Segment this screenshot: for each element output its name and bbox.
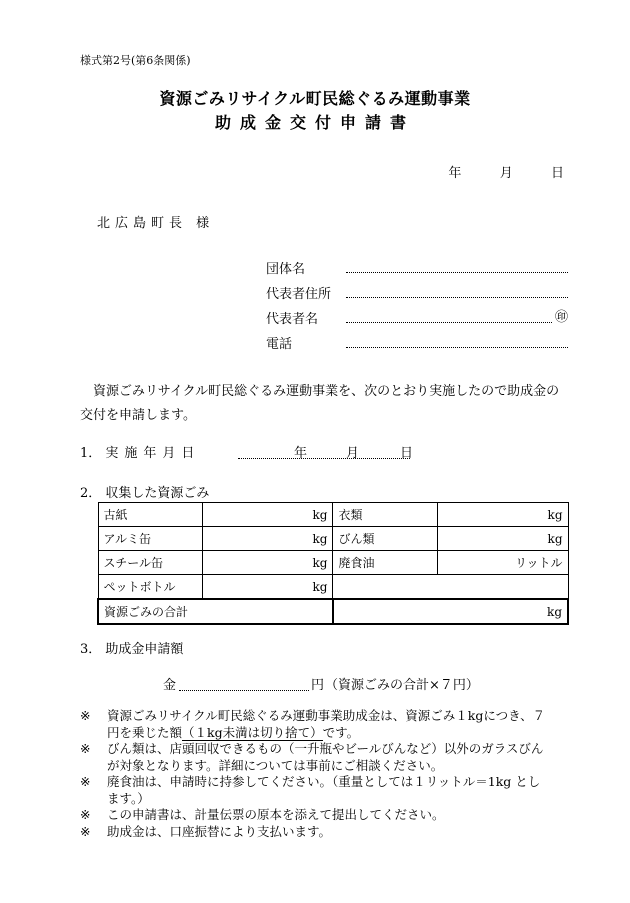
impl-month: 月: [346, 446, 360, 461]
rep-name-field[interactable]: [346, 322, 552, 323]
note-2-line1: びん類は、店頭回収できるもの（一升瓶やビールびんなど）以外のガラスびん: [107, 741, 544, 756]
section-1-label: 実施年月日: [105, 446, 201, 461]
intro-line2: 交付を申請します。: [80, 408, 196, 423]
total-amount[interactable]: kg: [333, 599, 568, 624]
section-3-number: 3．: [80, 642, 102, 657]
note-1-end: です。: [322, 724, 360, 740]
item-amount[interactable]: kg: [438, 503, 568, 527]
section-2: [80, 482, 209, 501]
item-amount[interactable]: kg: [203, 503, 333, 527]
note-mark: ※: [80, 807, 91, 822]
notes: [80, 708, 572, 840]
item-name: アルミ缶: [98, 527, 203, 551]
note-mark: ※: [80, 774, 91, 789]
implementation-date-field[interactable]: [238, 442, 414, 461]
item-name: スチール缶: [98, 551, 203, 575]
empty-cell: [333, 575, 568, 600]
date-day: 日: [550, 166, 564, 181]
section-3-label: 助成金申請額: [105, 642, 184, 657]
address-field[interactable]: [346, 297, 568, 298]
phone-label: 電話: [266, 337, 293, 352]
item-name: 廃食油: [333, 551, 438, 575]
group-name-label: 団体名: [266, 262, 306, 277]
note-item: [80, 824, 572, 841]
total-row: [98, 599, 568, 624]
amount-prefix: 金: [163, 678, 177, 693]
table-row: [98, 575, 568, 600]
note-1-text: 円を乗じた額: [107, 724, 183, 740]
total-label: 資源ごみの合計: [98, 599, 333, 624]
amount-formula: （資源ごみの合計×７円）: [325, 678, 479, 693]
note-4: この申請書は、計量伝票の原本を添えて提出してください。: [107, 807, 445, 822]
impl-year: 年: [294, 446, 308, 461]
note-mark: ※: [80, 708, 91, 723]
note-mark: ※: [80, 823, 91, 839]
note-item: [80, 708, 572, 741]
item-name: 古紙: [98, 503, 203, 527]
note-item: [80, 807, 572, 824]
applicant-fields: [266, 258, 568, 358]
application-date: [448, 162, 564, 181]
rep-name-row: [266, 308, 568, 333]
amount-field[interactable]: [179, 690, 309, 691]
note-1-line1: 資源ごみリサイクル町民総ぐるみ運動事業助成金は、資源ごみ１kgにつき、７: [107, 708, 546, 723]
form-number: 様式第2号(第6条関係): [80, 54, 191, 67]
date-year: 年: [448, 166, 462, 181]
intro-text: [80, 380, 570, 428]
intro-line1: 資源ごみリサイクル町民総ぐるみ運動事業を、次のとおり実施したので助成金の: [93, 384, 560, 399]
item-name: 衣類: [333, 503, 438, 527]
impl-day: 日: [400, 446, 414, 461]
note-3-line1: 廃食油は、申請時に持参してください。（重量としては１リットル＝1kg とし: [107, 774, 541, 789]
table-row: [98, 551, 568, 575]
form-title-line1: 資源ごみリサイクル町民総ぐるみ運動事業: [159, 89, 471, 108]
section-1-number: 1．: [80, 446, 102, 461]
section-2-number: 2．: [80, 486, 102, 501]
item-amount[interactable]: kg: [203, 527, 333, 551]
item-amount[interactable]: kg: [438, 527, 568, 551]
form-title-line2: 助成金交付申請書: [214, 113, 415, 132]
group-name-field[interactable]: [346, 272, 568, 273]
address-label: 代表者住所: [266, 287, 332, 302]
amount-line: [163, 674, 479, 693]
addressee: 北広島町長 様: [97, 216, 215, 231]
seal-icon: ㊞: [554, 310, 568, 325]
group-name-row: [266, 258, 568, 283]
item-amount[interactable]: リットル: [438, 551, 568, 575]
note-2-line2: が対象となります。詳細については事前にご相談ください。: [107, 757, 444, 773]
section-1: [80, 442, 414, 461]
item-name: ペットボトル: [98, 575, 203, 600]
note-mark: ※: [80, 741, 91, 756]
amount-yen: 円: [311, 678, 325, 693]
rep-name-label: 代表者名: [266, 312, 319, 327]
section-2-label: 収集した資源ごみ: [105, 486, 210, 501]
recycling-table: [97, 502, 569, 625]
address-row: [266, 283, 568, 308]
item-amount[interactable]: kg: [203, 551, 333, 575]
note-item: [80, 774, 572, 807]
date-month: 月: [499, 166, 513, 181]
note-1-underlined: （１kg未満は切り捨て）: [182, 724, 323, 740]
table-row: [98, 527, 568, 551]
note-item: [80, 741, 572, 774]
note-3-line2: ます。）: [107, 790, 150, 806]
phone-row: [266, 333, 568, 358]
phone-field[interactable]: [346, 347, 568, 348]
table-row: [98, 503, 568, 527]
note-5: 助成金は、口座振替により支払います。: [107, 823, 332, 839]
item-amount[interactable]: kg: [203, 575, 333, 600]
section-3: [80, 638, 183, 657]
item-name: びん類: [333, 527, 438, 551]
note-1-line2: [107, 725, 572, 742]
